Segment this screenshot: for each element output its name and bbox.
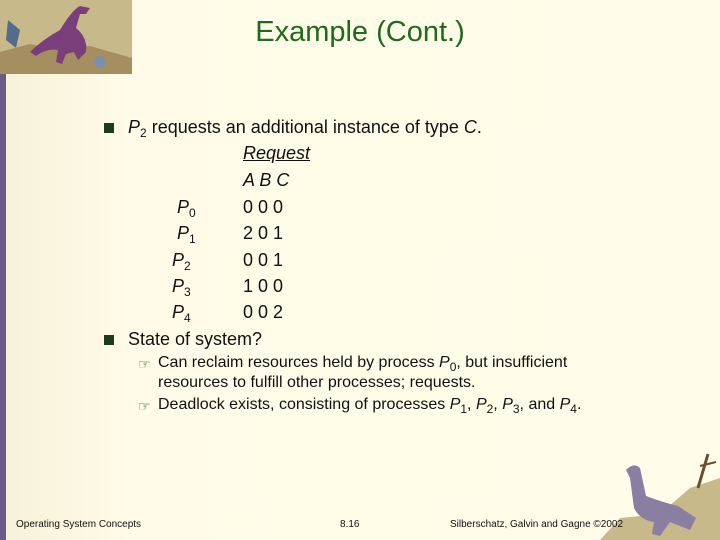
footer-left: Operating System Concepts: [16, 519, 142, 530]
process-p: P: [128, 117, 141, 137]
table-header: [243, 143, 310, 164]
type-letter: C: [463, 117, 477, 137]
table-header-label: Request: [243, 143, 311, 163]
pointing-hand-icon: ☞: [138, 356, 151, 372]
table-row-p1-label: $P_1$: [177, 223, 196, 246]
left-border: [0, 0, 6, 540]
table-row-p1-values: 2 0 1: [243, 223, 284, 243]
table-row-p2-values: 0 0 1: [243, 250, 284, 270]
bullet-2-text: State of system?: [128, 329, 263, 349]
table-row-p0-label: $P_0$: [177, 197, 196, 220]
table-columns: [243, 170, 289, 191]
sub-bullet-1-line1: Can reclaim resources held by process $P_0$, but insufficient: [158, 354, 568, 374]
process-subscript: 2: [140, 126, 147, 140]
pointing-hand-icon: ☞: [138, 398, 151, 414]
table-row-p4-label: $P_4$: [172, 302, 191, 325]
table-row-p3-values: 1 0 0: [243, 276, 284, 296]
footer-right: Silberschatz, Galvin and Gagne ©2002: [450, 519, 624, 530]
bullet-1-body: requests an additional instance of type: [146, 117, 464, 137]
bullet-square-icon: [104, 123, 114, 133]
slide-title: Example (Cont.): [255, 16, 465, 48]
table-row-p2-label: $P_2$: [172, 250, 191, 273]
footer-page-number: 8.16: [340, 519, 360, 530]
bullet-1-text: [128, 117, 482, 140]
table-row-p4-values: 0 0 2: [243, 302, 284, 322]
bullet-1-end: .: [476, 117, 482, 137]
sub-bullet-1-line2: resources to fulfill other processes; requests.: [158, 374, 476, 391]
table-columns-label: A B C: [243, 170, 290, 190]
bullet-square-icon: [104, 335, 114, 345]
sub-bullet-2: Deadlock exists, consisting of processes $P_1$, $P_2$, $P_3$, and $P_4$.: [158, 396, 582, 416]
table-row-p3-label: $P_3$: [172, 276, 191, 299]
table-row-p0-values: 0 0 0: [243, 197, 284, 217]
